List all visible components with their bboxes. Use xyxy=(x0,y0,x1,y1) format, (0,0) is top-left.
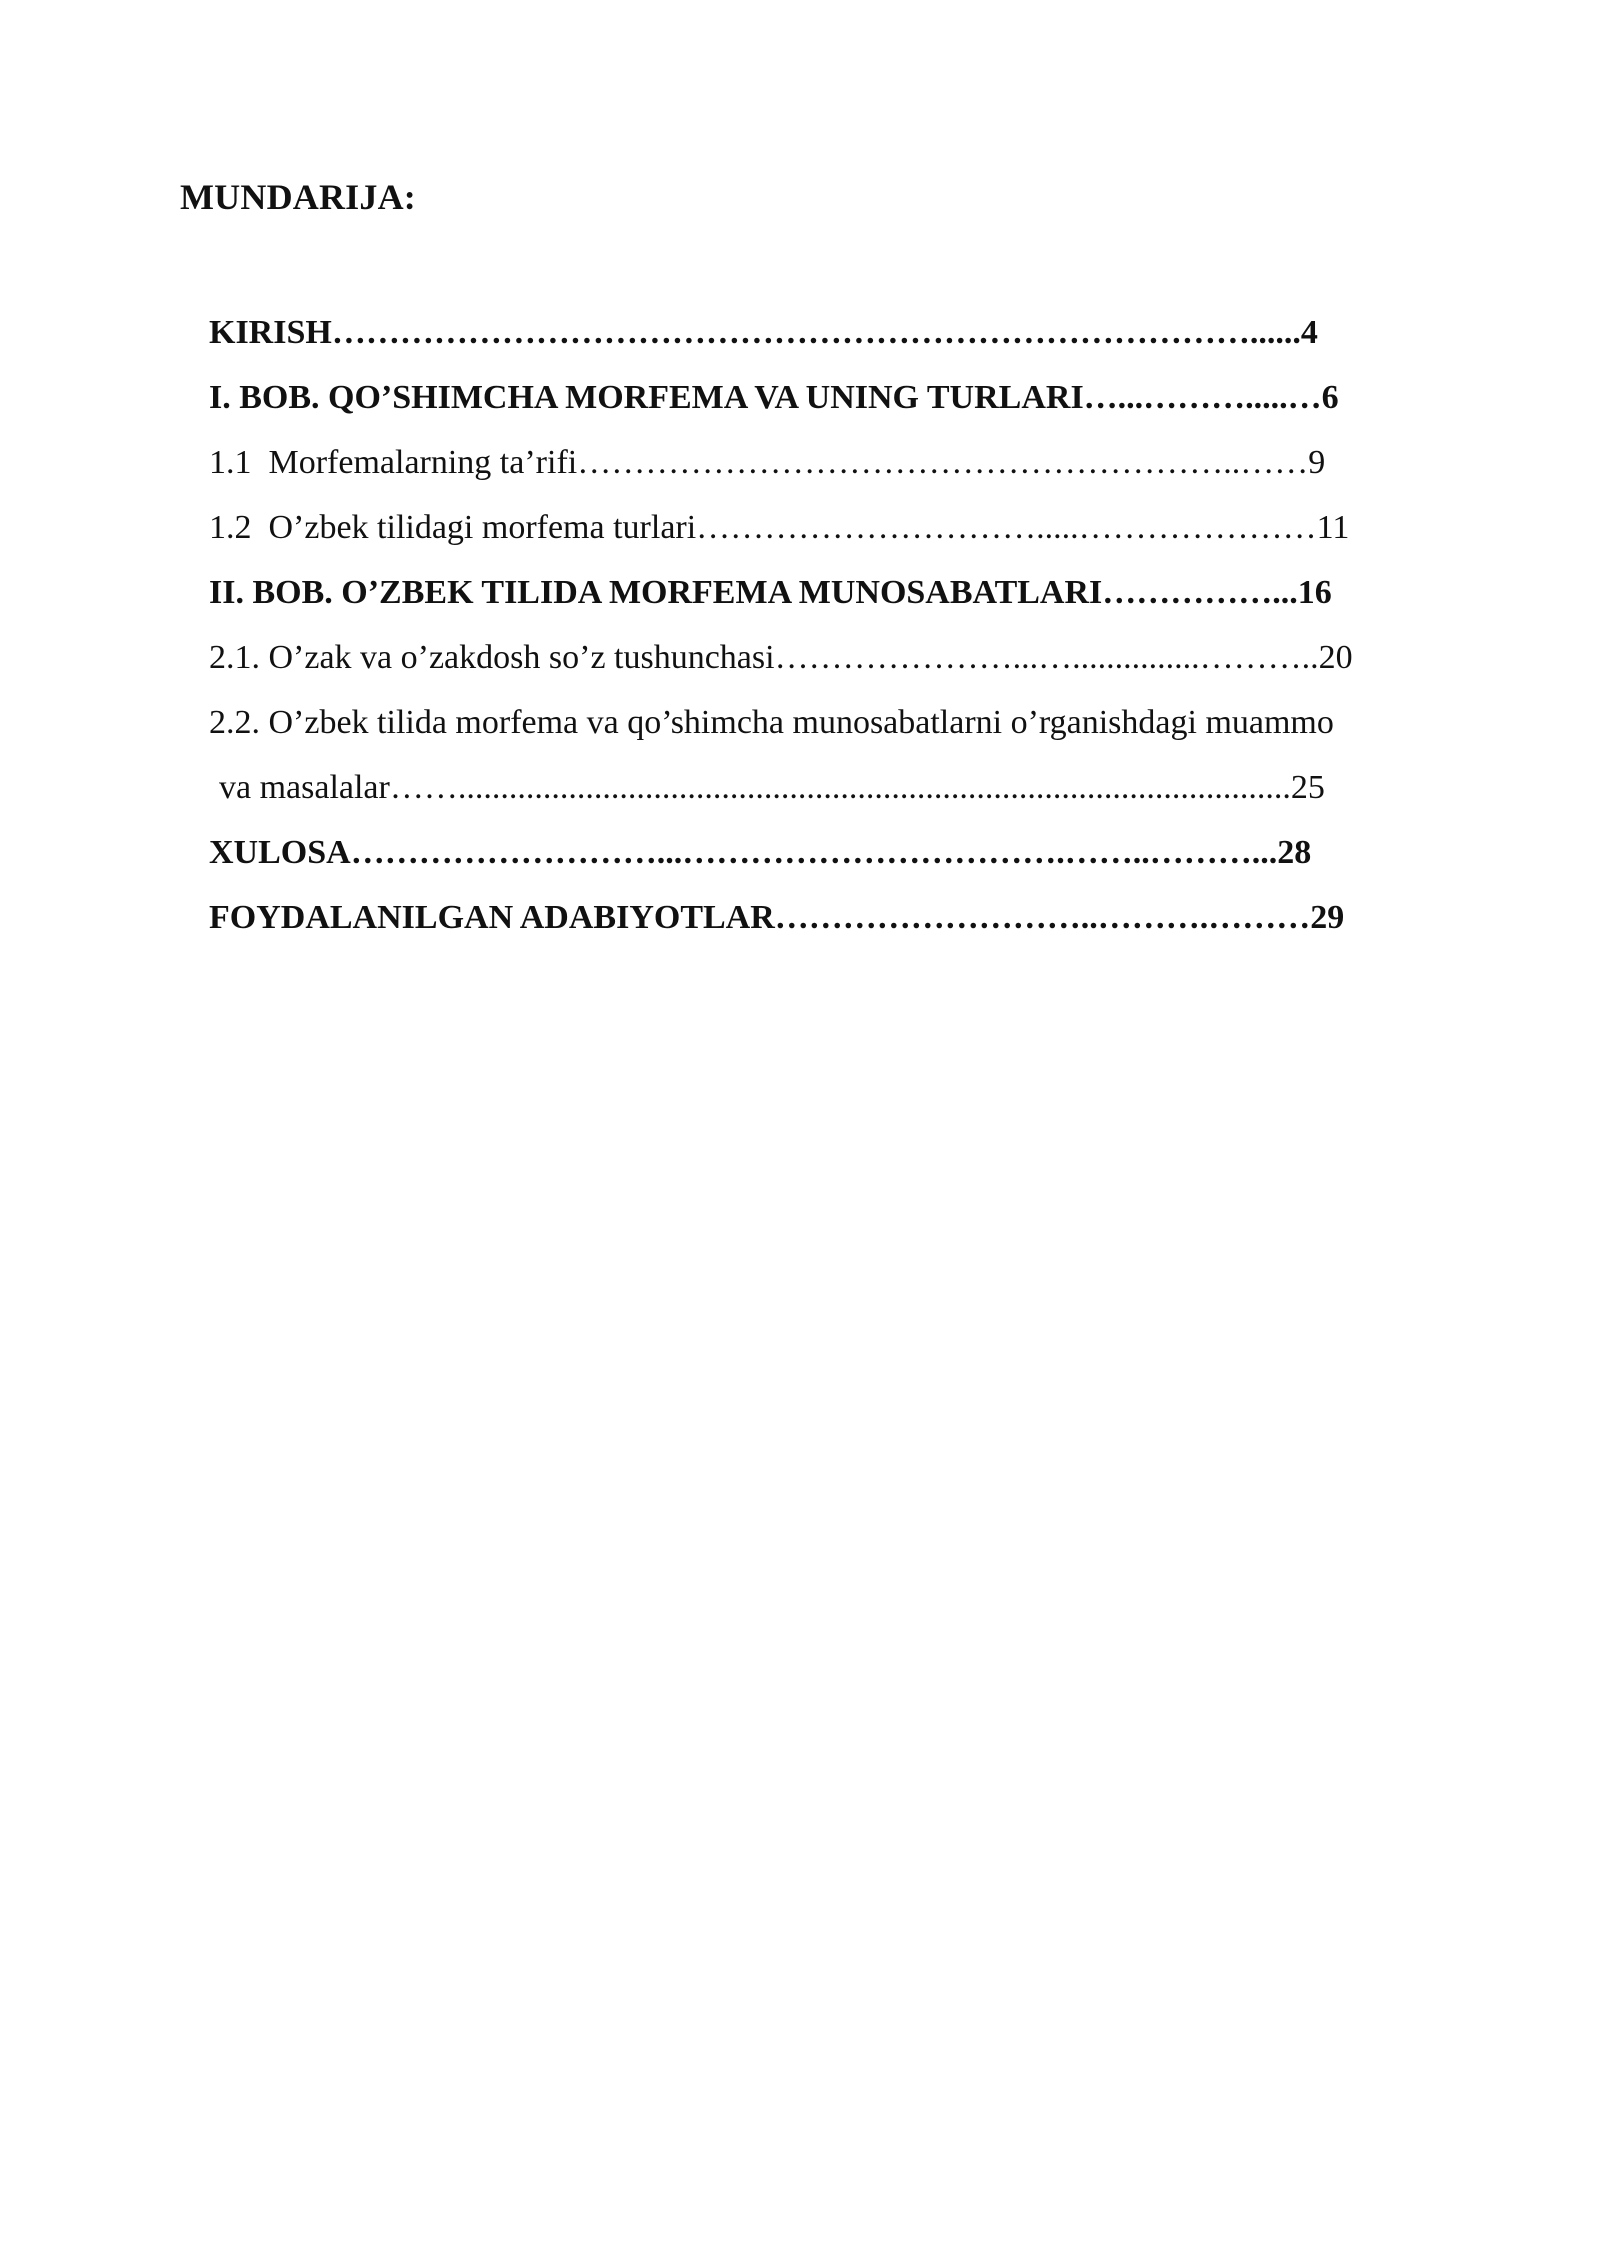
toc-entry-text: 1.2 O’zbek tilidagi morfema turlari………………………….....…………………11 xyxy=(209,509,1350,546)
toc-entry-section-1-2 xyxy=(209,495,1469,560)
toc-entry-xulosa xyxy=(209,820,1469,885)
toc-entry-bibliography xyxy=(209,885,1469,950)
toc-heading: MUNDARIJA: xyxy=(180,177,416,217)
toc-entry-text: va masalalar……..................................................................................................25 xyxy=(219,769,1325,806)
toc-entry-chapter-1 xyxy=(209,365,1469,430)
toc-entry-text: 2.2. O’zbek tilida morfema va qo’shimcha munosabatlarni o’rganishdagi muammo xyxy=(209,704,1334,741)
table-of-contents xyxy=(209,300,1469,950)
toc-entry-text: I. BOB. QO’SHIMCHA MORFEMA VA UNING TURLARI…...……….....…6 xyxy=(209,379,1339,416)
toc-entry-section-2-1 xyxy=(209,625,1469,690)
toc-entry-kirish xyxy=(209,300,1469,365)
toc-entry-text: KIRISH………………………………………………………………………......4 xyxy=(209,314,1318,351)
toc-entry-text: XULOSA………………………...…………………………….……..………...28 xyxy=(209,834,1312,871)
toc-entry-section-1-1 xyxy=(209,430,1469,495)
toc-entry-chapter-2 xyxy=(209,560,1469,625)
toc-entry-text: FOYDALANILGAN ADABIYOTLAR………………………..……….………29 xyxy=(209,899,1345,936)
toc-entry-section-2-2-continued xyxy=(209,755,1469,820)
toc-entry-text: II. BOB. O’ZBEK TILIDA MORFEMA MUNOSABATLARI……………...16 xyxy=(209,574,1332,611)
toc-entry-section-2-2 xyxy=(209,690,1469,755)
toc-entry-text: 1.1 Morfemalarning ta’rifi…………………………………………………..……9 xyxy=(209,444,1326,481)
toc-entry-text: 2.1. O’zak va o’zakdosh so’z tushunchasi…………………...…...............………..20 xyxy=(209,639,1353,676)
